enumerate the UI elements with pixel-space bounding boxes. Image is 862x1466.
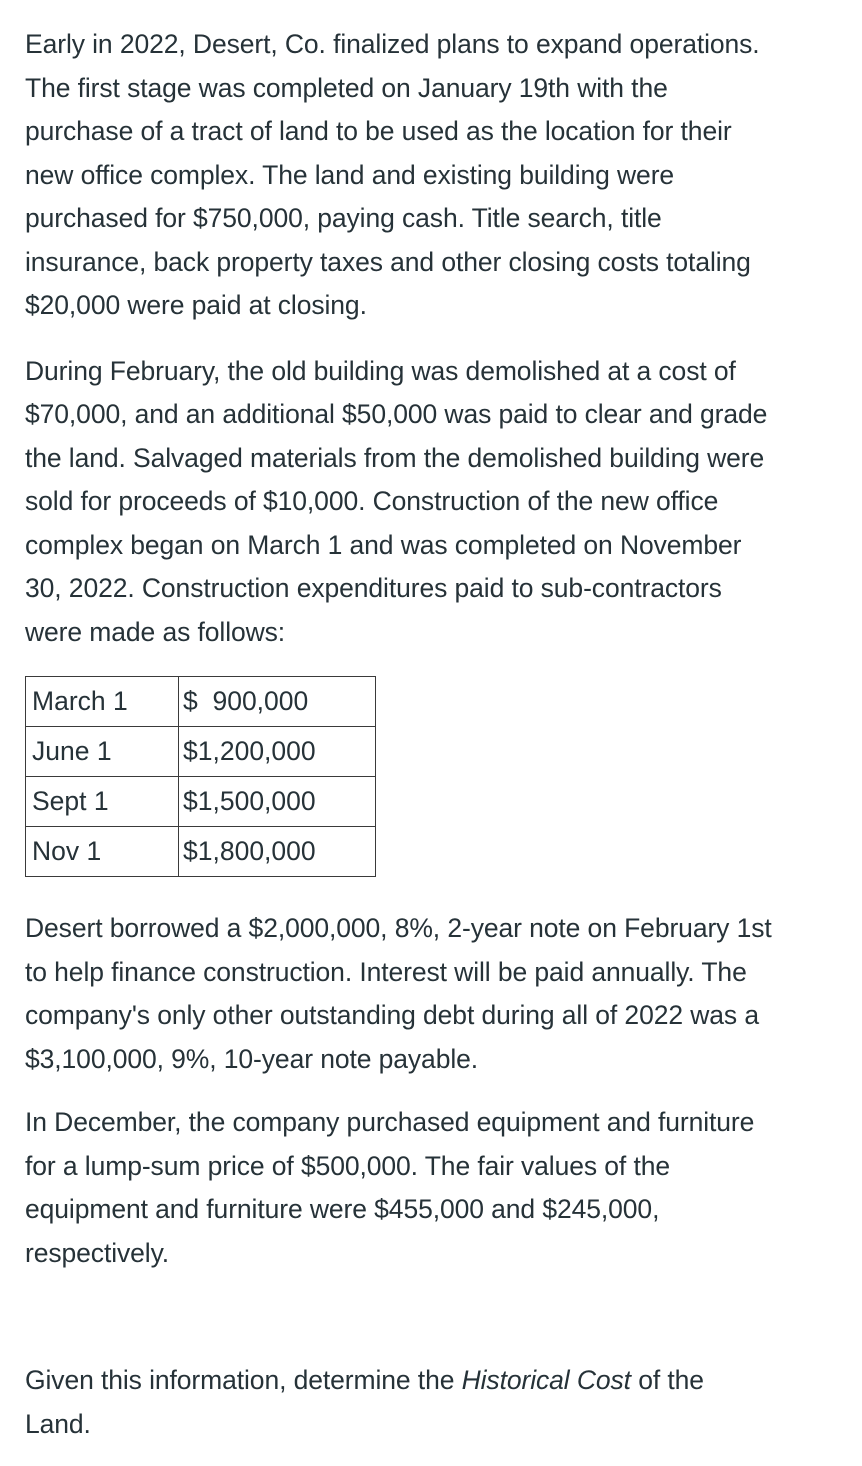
date-cell: Sept 1: [26, 777, 179, 827]
text-line: $3,100,000, 9%, 10-year note payable.: [25, 1043, 479, 1074]
intro-paragraph: [25, 23, 845, 328]
text-line: purchased for $750,000, paying cash. Title search, title: [25, 203, 662, 233]
text-line: equipment and furniture were $455,000 and $245,000,: [25, 1194, 660, 1224]
table-row: [26, 777, 376, 827]
amount-cell: $ 900,000: [179, 677, 376, 727]
text-line: 30, 2022. Construction expenditures paid to sub-contractors: [25, 573, 722, 603]
text-line: Desert borrowed a $2,000,000, 8%, 2-year note on February 1st: [25, 913, 772, 943]
financing-paragraph: [25, 907, 845, 1081]
text-line: were made as follows:: [25, 616, 286, 647]
table-row: [26, 727, 376, 777]
text-line: $20,000 were paid at closing.: [25, 290, 367, 320]
text-line: complex began on March 1 and was completed on November: [25, 529, 742, 560]
table-row: [26, 677, 376, 727]
equipment-paragraph: [25, 1101, 845, 1275]
text-line: sold for proceeds of $10,000. Construction of the new office: [25, 486, 719, 516]
text-line: Early in 2022, Desert, Co. finalized plans to expand operations.: [25, 29, 760, 59]
question-paragraph: [25, 1359, 845, 1446]
text-line: During February, the old building was demolished at a cost of: [25, 355, 736, 386]
text-line: to help finance construction. Interest will be paid annually. The: [25, 956, 747, 987]
date-cell: June 1: [26, 727, 179, 777]
amount-cell: $1,200,000: [179, 727, 376, 777]
text-line: The first stage was completed on January 19th with the: [25, 72, 668, 103]
text-line: company's only other outstanding debt during all of 2022 was a: [25, 1000, 759, 1030]
text-line: purchase of a tract of land to be used as the location for their: [25, 116, 732, 146]
amount-cell: $1,800,000: [179, 827, 376, 877]
text-line: In December, the company purchased equipment and furniture: [25, 1107, 755, 1137]
expenditures-table: [25, 676, 376, 877]
text-line: the land. Salvaged materials from the demolished building were: [25, 442, 765, 473]
date-cell: Nov 1: [26, 827, 179, 877]
table-row: [26, 827, 376, 877]
text-line: for a lump-sum price of $500,000. The fair values of the: [25, 1150, 670, 1181]
question-suffix: of the: [630, 1365, 704, 1395]
question-emphasis: Historical Cost: [461, 1365, 631, 1395]
problem-document: [25, 23, 845, 1446]
text-line: $70,000, and an additional $50,000 was paid to clear and grade: [25, 399, 768, 429]
question-line-2: Land.: [25, 1408, 91, 1439]
text-line: respectively.: [25, 1237, 170, 1268]
demolition-paragraph: [25, 350, 845, 655]
question-prefix: Given this information, determine the: [25, 1365, 462, 1395]
text-line: insurance, back property taxes and other closing costs totaling: [25, 246, 751, 277]
amount-cell: $1,500,000: [179, 777, 376, 827]
date-cell: March 1: [26, 677, 179, 727]
text-line: new office complex. The land and existing building were: [25, 159, 675, 190]
